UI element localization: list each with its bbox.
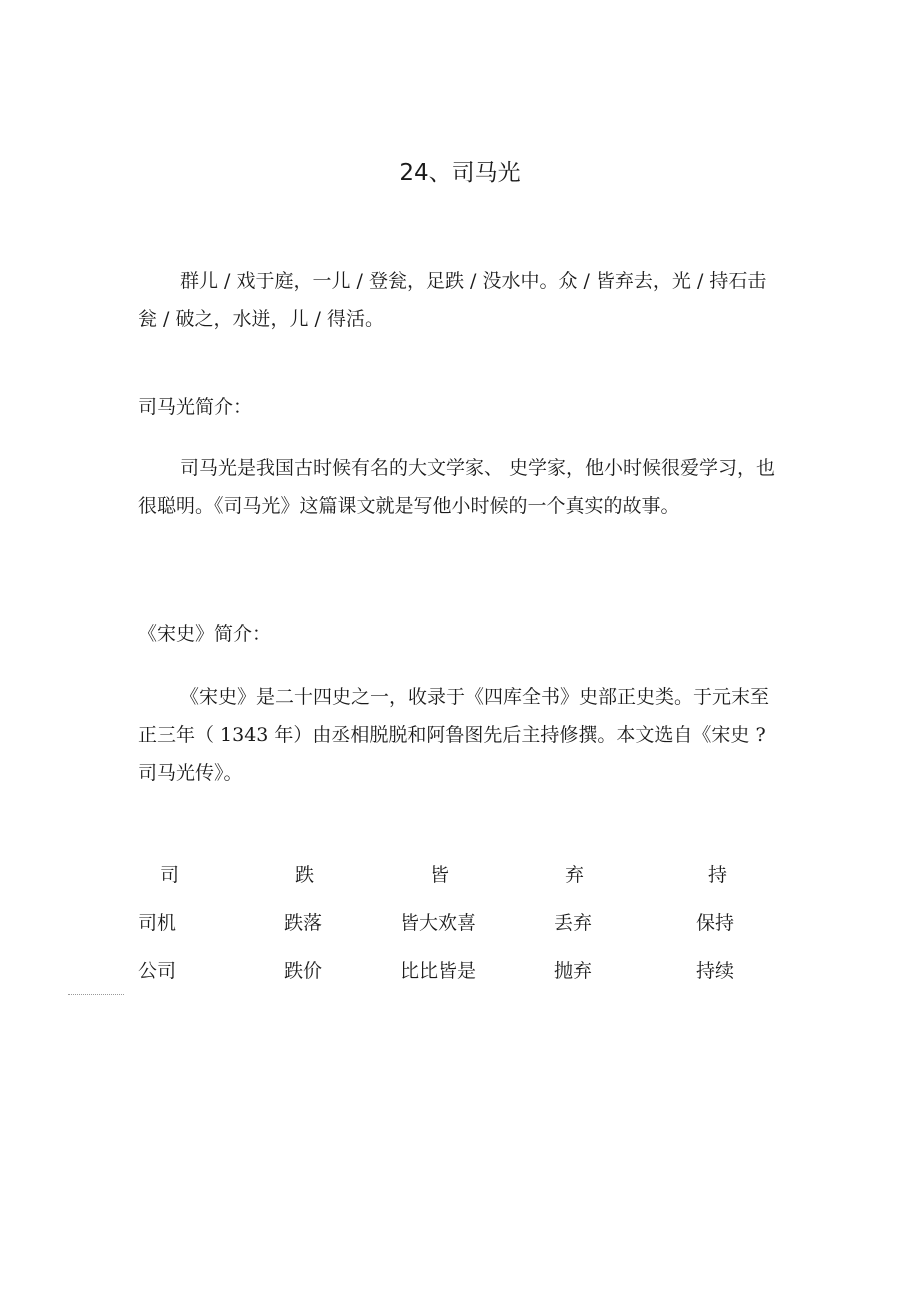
vocabulary-row xyxy=(138,954,778,1002)
vocab-char-die: 跌 xyxy=(295,864,315,886)
vocab-word: 抛弃 xyxy=(554,960,593,982)
vocab-char-chi: 持 xyxy=(708,864,728,886)
vocabulary-row xyxy=(138,906,778,954)
vocabulary-header-row xyxy=(138,858,778,906)
page-title: 24、司马光 xyxy=(399,160,521,186)
vocab-word: 皆大欢喜 xyxy=(400,912,477,934)
vocab-word: 跌落 xyxy=(284,912,323,934)
vocab-word: 丢弃 xyxy=(554,912,593,934)
vocab-word: 公司 xyxy=(138,960,177,982)
book-intro-heading: 《宋史》简介： xyxy=(138,623,272,645)
vocab-word: 保持 xyxy=(696,912,735,934)
vocab-word: 司机 xyxy=(138,912,177,934)
vocab-word: 比比皆是 xyxy=(400,960,477,982)
vocab-char-qi: 弃 xyxy=(565,864,585,886)
author-intro-heading: 司马光简介： xyxy=(138,396,253,418)
book-intro-paragraph: 《宋史》是二十四史之一，收录于《四库全书》史部正史类。于元末至正三年（ 1343 年）由丞相脱脱和阿鲁图先后主持修撰。本文选自《宋史 ?司马光传》。 xyxy=(138,686,770,784)
footer-divider xyxy=(68,994,124,995)
author-intro-paragraph: 司马光是我国古时候有名的大文学家、 史学家，他小时候很爱学习，也很聪明。《司马光》这篇课文就是写他小时候的一个真实的故事。 xyxy=(138,457,776,517)
vocab-char-jie: 皆 xyxy=(430,864,450,886)
vocab-word: 持续 xyxy=(696,960,735,982)
vocab-word: 跌价 xyxy=(284,960,323,982)
vocab-char-si: 司 xyxy=(160,864,180,886)
vocabulary-table xyxy=(138,858,778,1002)
classical-text-paragraph: 群儿 / 戏于庭，一儿 / 登瓮，足跌 / 没水中。众 / 皆弃去，光 / 持石击瓮 / 破之，水迸，儿 / 得活。 xyxy=(138,270,767,330)
